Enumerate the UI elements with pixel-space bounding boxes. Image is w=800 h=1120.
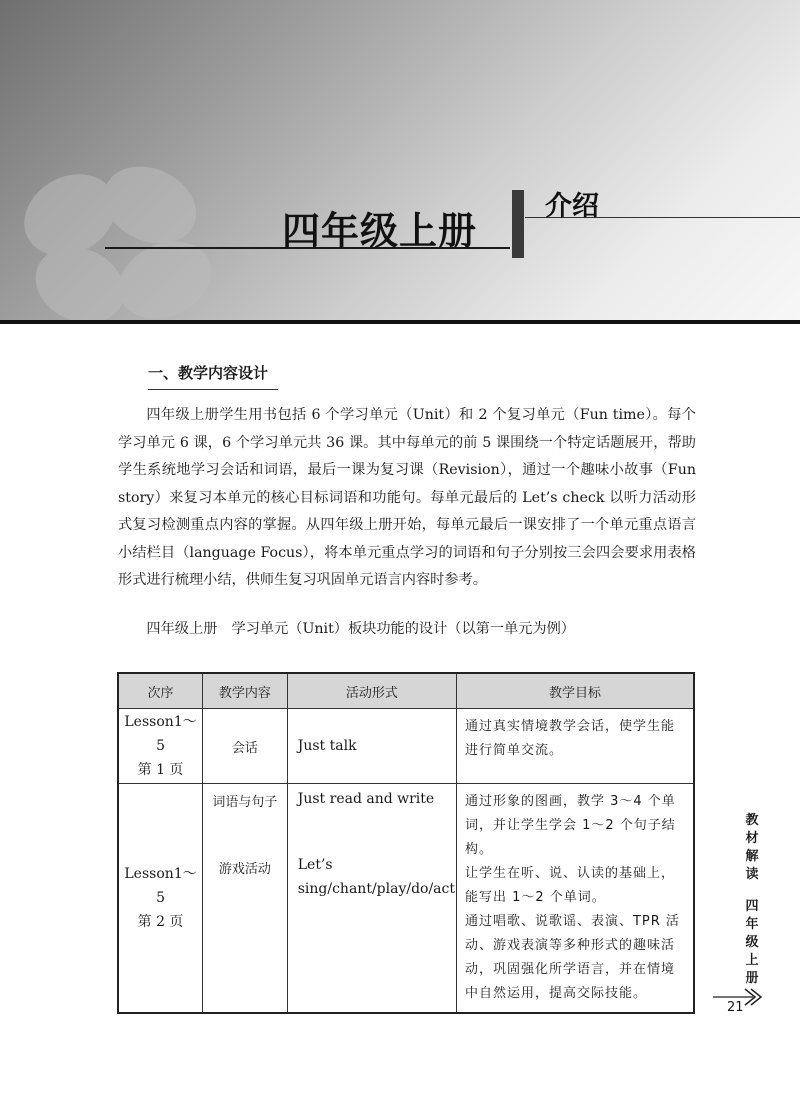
page-title: 四年级上册 <box>282 209 478 253</box>
header-activity: 活动形式 <box>287 673 456 709</box>
page-subtitle: 介绍 <box>545 191 599 222</box>
header-goal: 教学目标 <box>456 673 694 709</box>
activity-cell: Just talk <box>287 709 456 784</box>
side-char: 读 <box>745 867 759 882</box>
side-char: 年 <box>745 917 759 932</box>
side-char: 级 <box>745 935 759 950</box>
section-heading: 一、教学内容设计 <box>148 362 278 390</box>
order-lesson: Lesson1～5 <box>124 714 197 754</box>
header-content: 教学内容 <box>203 673 288 709</box>
side-char: 册 <box>745 971 759 986</box>
intro-paragraph: 四年级上册学生用书包括 6 个学习单元（Unit）和 2 个复习单元（Fun time）。每个学习单元 6 课，6 个学习单元共 36 课。其中每单元的前 5 课围绕一个特定话题展开，帮助学生系统地学习会话和词语，最后一课为复习课（Revision），通过一个趣味小故事（Fun story）来复习本单元的核心目标词语和功能句。每单元最后的 Let’s check 以听力活动形式复习检测重点内容的掌握。从四年级上册开始，每单元最后一课安排了一个单元重点语言小结栏目（language Focus），将本单元重点学习的词语和句子分别按三会四会要求用表格形式进行梳理小结，供师生复习巩固单元语言内容时参考。 <box>118 407 696 588</box>
content-cell: 会话 <box>203 709 288 784</box>
side-char: 上 <box>745 953 759 968</box>
page-number: 21 <box>727 1000 744 1015</box>
goal-cell: 通过真实情境教学会话，使学生能进行简单交流。 <box>456 709 694 784</box>
order-cell <box>118 784 203 1014</box>
header-order: 次序 <box>118 673 203 709</box>
table-row <box>118 709 694 784</box>
activity-sing-chant: Let’s sing/chant/play/do/act <box>297 857 455 897</box>
content-words: 词语与句子 <box>212 795 278 810</box>
goal-cell <box>456 784 694 1014</box>
header-banner <box>0 0 800 322</box>
order-page: 第 1 页 <box>137 762 184 778</box>
lesson-design-table <box>117 672 695 1014</box>
clover-decoration-icon <box>0 160 290 330</box>
side-char: 教 <box>745 813 759 828</box>
table-header-row <box>118 673 694 709</box>
title-divider-bar <box>512 190 524 258</box>
side-section-label <box>737 812 767 988</box>
side-char: 四 <box>745 899 759 914</box>
goal-words: 通过形象的图画，教学 3～4 个单词，并让学生学会 1～2 个句子结构。 <box>464 794 676 857</box>
table-caption: 四年级上册 学习单元（Unit）板块功能的设计（以第一单元为例） <box>146 621 575 637</box>
activity-cell <box>287 784 456 1014</box>
order-lesson: Lesson1～5 <box>124 866 197 906</box>
activity-read-write: Just read and write <box>297 791 435 807</box>
side-char: 材 <box>745 831 759 846</box>
order-cell <box>118 709 203 784</box>
banner-bottom-rule <box>0 320 800 324</box>
content-cell <box>203 784 288 1014</box>
content-games: 游戏活动 <box>218 862 271 877</box>
table-row <box>118 784 694 1014</box>
order-page: 第 2 页 <box>137 914 184 930</box>
goal-writing: 让学生在听、说、认读的基础上，能写出 1～2 个单词。 <box>464 866 675 905</box>
side-char: 解 <box>745 849 759 864</box>
goal-activities: 通过唱歌、说歌谣、表演、TPR 活动、游戏表演等多种形式的趣味活动，巩固强化所学语言，并在情境中自然运用，提高交际技能。 <box>464 914 680 1001</box>
